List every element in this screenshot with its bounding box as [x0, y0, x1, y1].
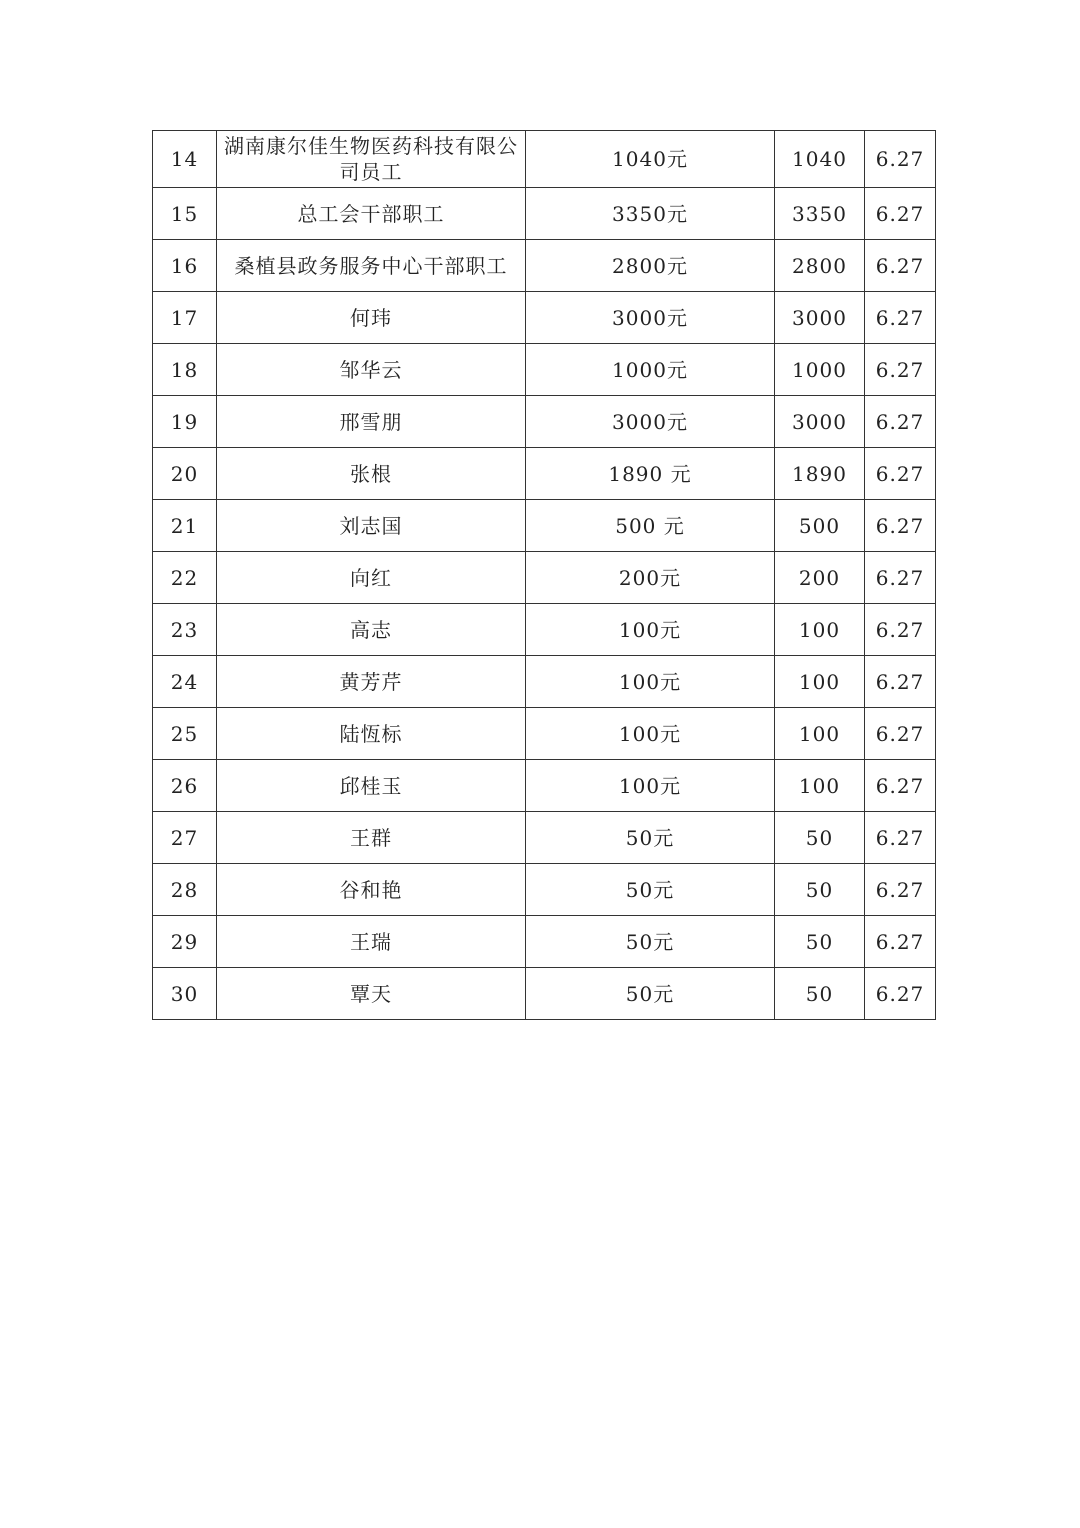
donor-name: 覃天	[217, 968, 526, 1020]
donation-amount: 3000元	[526, 292, 775, 344]
table-row	[153, 760, 936, 812]
donation-value: 3000	[775, 396, 865, 448]
donor-name: 邱桂玉	[217, 760, 526, 812]
donor-name: 陆恆标	[217, 708, 526, 760]
donation-date: 6.27	[865, 552, 936, 604]
donation-amount: 1890 元	[526, 448, 775, 500]
row-number: 25	[153, 708, 217, 760]
donation-amount: 50元	[526, 812, 775, 864]
donation-value: 1000	[775, 344, 865, 396]
donor-name: 谷和艳	[217, 864, 526, 916]
row-number: 19	[153, 396, 217, 448]
table-row	[153, 131, 936, 188]
table-row	[153, 604, 936, 656]
donation-amount: 100元	[526, 604, 775, 656]
row-number: 15	[153, 188, 217, 240]
donation-date: 6.27	[865, 708, 936, 760]
donation-amount: 100元	[526, 656, 775, 708]
donation-date: 6.27	[865, 344, 936, 396]
donation-value: 1040	[775, 131, 865, 188]
donation-value: 100	[775, 604, 865, 656]
donation-value: 100	[775, 656, 865, 708]
donor-name: 高志	[217, 604, 526, 656]
donation-value: 50	[775, 864, 865, 916]
table-row	[153, 864, 936, 916]
row-number: 26	[153, 760, 217, 812]
donation-value: 1890	[775, 448, 865, 500]
donation-table	[152, 130, 936, 1020]
donor-name: 张根	[217, 448, 526, 500]
donor-name: 邹华云	[217, 344, 526, 396]
table-row	[153, 916, 936, 968]
donation-amount: 50元	[526, 864, 775, 916]
donation-amount: 3350元	[526, 188, 775, 240]
donation-amount: 50元	[526, 968, 775, 1020]
row-number: 30	[153, 968, 217, 1020]
row-number: 28	[153, 864, 217, 916]
donation-date: 6.27	[865, 292, 936, 344]
donation-value: 50	[775, 968, 865, 1020]
row-number: 14	[153, 131, 217, 188]
donation-amount: 1000元	[526, 344, 775, 396]
row-number: 24	[153, 656, 217, 708]
row-number: 22	[153, 552, 217, 604]
donation-amount: 100元	[526, 708, 775, 760]
table-row	[153, 188, 936, 240]
donation-amount: 3000元	[526, 396, 775, 448]
donation-amount: 500 元	[526, 500, 775, 552]
donation-amount: 50元	[526, 916, 775, 968]
donation-value: 50	[775, 812, 865, 864]
donation-amount: 1040元	[526, 131, 775, 188]
donation-date: 6.27	[865, 240, 936, 292]
table-row	[153, 448, 936, 500]
donation-date: 6.27	[865, 864, 936, 916]
donation-table-body	[153, 131, 936, 1020]
donation-value: 100	[775, 708, 865, 760]
donor-name: 王群	[217, 812, 526, 864]
table-row	[153, 344, 936, 396]
table-row	[153, 812, 936, 864]
donation-date: 6.27	[865, 188, 936, 240]
table-row	[153, 292, 936, 344]
row-number: 20	[153, 448, 217, 500]
donation-amount: 2800元	[526, 240, 775, 292]
donation-date: 6.27	[865, 500, 936, 552]
donor-name: 邢雪朋	[217, 396, 526, 448]
table-row	[153, 708, 936, 760]
donation-amount: 200元	[526, 552, 775, 604]
donor-name: 湖南康尔佳生物医药科技有限公司员工	[217, 131, 526, 188]
donation-date: 6.27	[865, 604, 936, 656]
donor-name: 王瑞	[217, 916, 526, 968]
row-number: 27	[153, 812, 217, 864]
donation-date: 6.27	[865, 656, 936, 708]
row-number: 23	[153, 604, 217, 656]
donation-value: 50	[775, 916, 865, 968]
table-row	[153, 552, 936, 604]
table-row	[153, 968, 936, 1020]
donation-date: 6.27	[865, 916, 936, 968]
donation-value: 500	[775, 500, 865, 552]
table-row	[153, 656, 936, 708]
donation-date: 6.27	[865, 760, 936, 812]
donation-date: 6.27	[865, 812, 936, 864]
donation-value: 3000	[775, 292, 865, 344]
donation-date: 6.27	[865, 396, 936, 448]
donation-date: 6.27	[865, 448, 936, 500]
row-number: 21	[153, 500, 217, 552]
table-row	[153, 396, 936, 448]
donation-value: 200	[775, 552, 865, 604]
donor-name: 刘志国	[217, 500, 526, 552]
row-number: 18	[153, 344, 217, 396]
table-row	[153, 500, 936, 552]
donor-name: 向红	[217, 552, 526, 604]
donation-value: 3350	[775, 188, 865, 240]
donation-date: 6.27	[865, 968, 936, 1020]
donor-name: 总工会干部职工	[217, 188, 526, 240]
donor-name: 何玮	[217, 292, 526, 344]
donation-amount: 100元	[526, 760, 775, 812]
row-number: 17	[153, 292, 217, 344]
row-number: 29	[153, 916, 217, 968]
table-row	[153, 240, 936, 292]
donor-name: 桑植县政务服务中心干部职工	[217, 240, 526, 292]
donation-value: 100	[775, 760, 865, 812]
row-number: 16	[153, 240, 217, 292]
donation-date: 6.27	[865, 131, 936, 188]
donation-value: 2800	[775, 240, 865, 292]
donor-name: 黄芳芹	[217, 656, 526, 708]
